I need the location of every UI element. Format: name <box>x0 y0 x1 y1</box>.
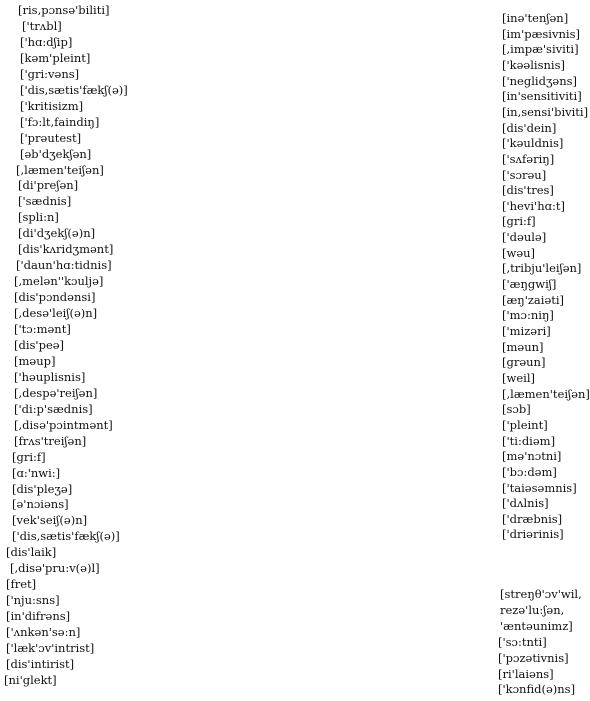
phonetic-entry: ['trʌbl] <box>22 18 62 33</box>
phonetic-entry: [spli:n] <box>18 210 59 225</box>
phonetic-entry: [ɑ:'nwi:] <box>12 465 61 480</box>
phonetic-entry: ['di:p'sædnis] <box>14 401 93 416</box>
phonetic-entry: ['ti:diəm] <box>502 433 556 448</box>
phonetic-entry: [gri:f] <box>12 449 46 464</box>
phonetic-entry: [di'dʒekʃ(ə)n] <box>18 226 96 241</box>
phonetic-entry: [,læmen'teiʃən] <box>502 386 590 401</box>
phonetic-entry: [kəm'pleint] <box>20 50 91 65</box>
phonetic-entry: [frʌs'treiʃən] <box>14 433 87 448</box>
phonetic-entry: ['ʌnkən'sə:n] <box>6 625 81 640</box>
phonetic-entry: ['pleint] <box>502 417 548 432</box>
phonetic-entry: [,disə'pɔintmənt] <box>14 417 113 432</box>
phonetic-entry: [di'preʃən] <box>18 178 79 193</box>
phonetic-entry: ['hɑ:dʃip] <box>20 34 73 49</box>
phonetic-entry: [dis'pɔndənsi] <box>14 290 96 305</box>
phonetic-entry: [in'difrəns] <box>6 609 71 624</box>
phonetic-entry: ['sædnis] <box>18 194 72 209</box>
phonetic-entry: [,tribju'leiʃən] <box>502 261 582 276</box>
phonetic-entry: [in,sensi'biviti] <box>502 104 589 119</box>
phonetic-entry: ['sɔrəu] <box>502 167 547 182</box>
phonetic-entry: [dis'peə] <box>14 337 65 352</box>
phonetic-entry: ['dræbnis] <box>502 511 563 526</box>
phonetic-entry: ['kritisizm] <box>20 98 84 113</box>
phonetic-entry: ['læk'ɔv'intrist] <box>6 641 95 655</box>
phonetic-entry: [,desə'leiʃ(ə)n] <box>14 306 98 321</box>
phonetic-entry: [ə'nɔiəns] <box>12 497 69 512</box>
phonetic-entry: ['fɔ:lt,faindiŋ] <box>20 114 100 129</box>
phonetic-entry: [dis'tres] <box>502 183 554 198</box>
phonetic-entry: ['sɔ:tnti] <box>498 634 547 649</box>
phonetic-entry: [sɔb] <box>502 402 531 417</box>
phonetic-entry: [grəun] <box>502 355 546 370</box>
phonetic-entry: ['hevi'hɑ:t] <box>502 198 565 213</box>
phonetic-entry: [in'sensitiviti] <box>502 89 582 104</box>
phonetic-entry: ['kɔnfid(ə)ns] <box>498 682 576 697</box>
phonetic-entry: [məup] <box>14 353 56 368</box>
phonetic-entry: [,læmen'teiʃən] <box>16 162 104 177</box>
phonetic-entry: [streŋθ'ɔv'wil, <box>500 587 582 601</box>
phonetic-entry: [vek'seiʃ(ə)n] <box>12 513 88 528</box>
phonetic-entry: ['tɔ:mənt] <box>14 322 71 336</box>
phonetic-entry: ['bɔ:dəm] <box>502 464 557 479</box>
phonetic-entry: ['dəulə] <box>502 230 547 245</box>
phonetic-entry: [,disə'pru:v(ə)l] <box>10 561 100 576</box>
phonetic-entry: [æŋ'zaiəti] <box>502 292 565 307</box>
phonetic-entry: ['sʌfəriŋ] <box>502 151 555 166</box>
phonetic-entry: ['nju:sns] <box>6 593 60 608</box>
phonetic-entry: [məun] <box>502 339 544 354</box>
phonetic-entry: [fret] <box>6 577 37 592</box>
phonetic-entry: [inə'tenʃən] <box>502 11 569 25</box>
phonetic-entry: [əb'dʒekʃən] <box>20 146 92 161</box>
phonetic-entry: [,impæ'siviti] <box>502 42 579 57</box>
phonetic-entry: ['neglidʒəns] <box>502 73 578 88</box>
phonetic-entry: [dis'laik] <box>6 545 57 560</box>
phonetic-entry: ['æŋgwiʃ] <box>502 277 557 292</box>
phonetic-entry: [ri'laiəns] <box>498 666 554 681</box>
phonetic-entry: 'æntəunimz] <box>500 618 573 633</box>
phonetic-entry: ['dʌlnis] <box>502 496 549 511</box>
phonetic-entry: ['dis,sætis'fækʃ(ə)] <box>20 82 128 97</box>
phonetic-entry: ['daun'hɑ:tidnis] <box>16 258 112 273</box>
phonetic-entry: [gri:f] <box>502 214 536 229</box>
phonetic-entry: [im'pæsivnis] <box>502 26 580 41</box>
phonetic-entry: [weil] <box>502 370 535 385</box>
phonetic-entry: ['taiəsəmnis] <box>502 480 577 495</box>
phonetic-entry: rezə'lu:ʃən, <box>500 602 565 617</box>
phonetic-entry: ['kəuldnis] <box>502 136 564 151</box>
phonetic-entry: [dis'intirist] <box>6 656 75 671</box>
phonetic-entry: [ni'glekt] <box>4 672 57 687</box>
phonetic-entry: ['mɔ:niŋ] <box>502 308 554 323</box>
phonetic-entry: ['driərinis] <box>502 527 564 542</box>
phonetic-entry: [,despə'reiʃən] <box>14 385 98 400</box>
phonetic-entry: [ris,pɔnsə'biliti] <box>18 3 110 17</box>
phonetic-entry: ['gri:vəns] <box>20 66 80 81</box>
phonetic-entry: [wəu] <box>502 245 536 260</box>
phonetic-entry: [mə'nɔtni] <box>502 449 562 464</box>
phonetic-entry: [dis'pleʒə] <box>12 481 73 496</box>
phonetic-entry: ['həuplisnis] <box>14 369 86 384</box>
phonetic-entry: [dis'kʌridʒmənt] <box>18 242 114 257</box>
phonetic-entry: [dis'dein] <box>502 120 557 135</box>
phonetic-entry: ['prəutest] <box>20 130 82 145</box>
phonetic-entry: ['pɔzətivnis] <box>498 650 569 665</box>
phonetic-entry: ['mizəri] <box>502 324 551 338</box>
phonetic-entry: ['dis,sætis'fækʃ(ə)] <box>12 529 120 544</box>
phonetic-entry: ['kəəlisnis] <box>502 57 565 72</box>
phonetic-entry: [,melən''kɔuljə] <box>14 274 104 289</box>
